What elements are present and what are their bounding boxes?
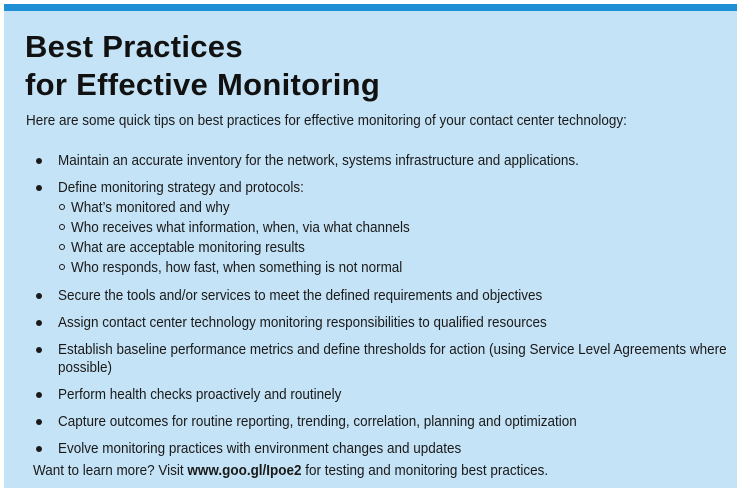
list-item-text: Evolve monitoring practices with environment changes and updates	[58, 441, 462, 457]
list-item-text: Define monitoring strategy and protocols:	[58, 180, 304, 196]
bullet-icon	[36, 293, 42, 299]
open-circle-icon	[59, 244, 65, 250]
sub-list	[58, 198, 706, 278]
bullet-icon	[36, 347, 42, 353]
bullet-icon	[36, 185, 42, 191]
bullet-icon	[36, 158, 42, 164]
bullet-icon	[36, 320, 42, 326]
best-practices-panel	[4, 4, 737, 488]
list-item-text: Capture outcomes for routine reporting, trending, correlation, planning and optimization	[58, 414, 577, 430]
open-circle-icon	[59, 224, 65, 230]
title-line-2: for Effective Monitoring	[25, 67, 381, 102]
list-item	[36, 179, 706, 278]
sub-list-item	[58, 198, 706, 218]
list-item-text: Perform health checks proactively and routinely	[58, 387, 342, 403]
list-item	[36, 152, 706, 170]
list-item	[36, 314, 706, 332]
bullet-icon	[36, 419, 42, 425]
list-item-text: Secure the tools and/or services to meet the defined requirements and objectives	[58, 288, 543, 304]
intro-text: Here are some quick tips on best practices for effective monitoring of your contact center technology:	[26, 113, 627, 129]
footer-prefix: Want to learn more? Visit	[33, 463, 188, 479]
sub-list-item-text: What’s monitored and why	[71, 200, 230, 216]
list-item	[36, 413, 706, 431]
list-item-text: Establish baseline performance metrics and define thresholds for action (using Service Level Agreements where possible)	[58, 342, 727, 376]
tips-list	[36, 152, 727, 467]
open-circle-icon	[59, 264, 65, 270]
list-item	[36, 341, 727, 377]
open-circle-icon	[59, 204, 65, 210]
bullet-icon	[36, 446, 42, 452]
sub-list-item-text: What are acceptable monitoring results	[71, 240, 305, 256]
sub-list-item	[58, 258, 706, 278]
sub-list-item	[58, 238, 706, 258]
list-item	[36, 287, 706, 305]
panel-title	[25, 28, 380, 104]
sub-list-item-text: Who receives what information, when, via what channels	[71, 220, 410, 236]
footer-link[interactable]: www.goo.gl/Ipoe2	[187, 463, 302, 479]
title-line-1: Best Practices	[25, 29, 243, 64]
footer-suffix: for testing and monitoring best practices.	[301, 463, 549, 479]
list-item-text: Assign contact center technology monitoring responsibilities to qualified resources	[58, 315, 547, 331]
sub-list-item-text: Who responds, how fast, when something is not normal	[71, 260, 403, 276]
footer-text	[33, 463, 548, 479]
list-item	[36, 440, 706, 458]
list-item-text: Maintain an accurate inventory for the network, systems infrastructure and applications.	[58, 153, 579, 169]
bullet-icon	[36, 392, 42, 398]
list-item	[36, 386, 706, 404]
sub-list-item	[58, 218, 706, 238]
